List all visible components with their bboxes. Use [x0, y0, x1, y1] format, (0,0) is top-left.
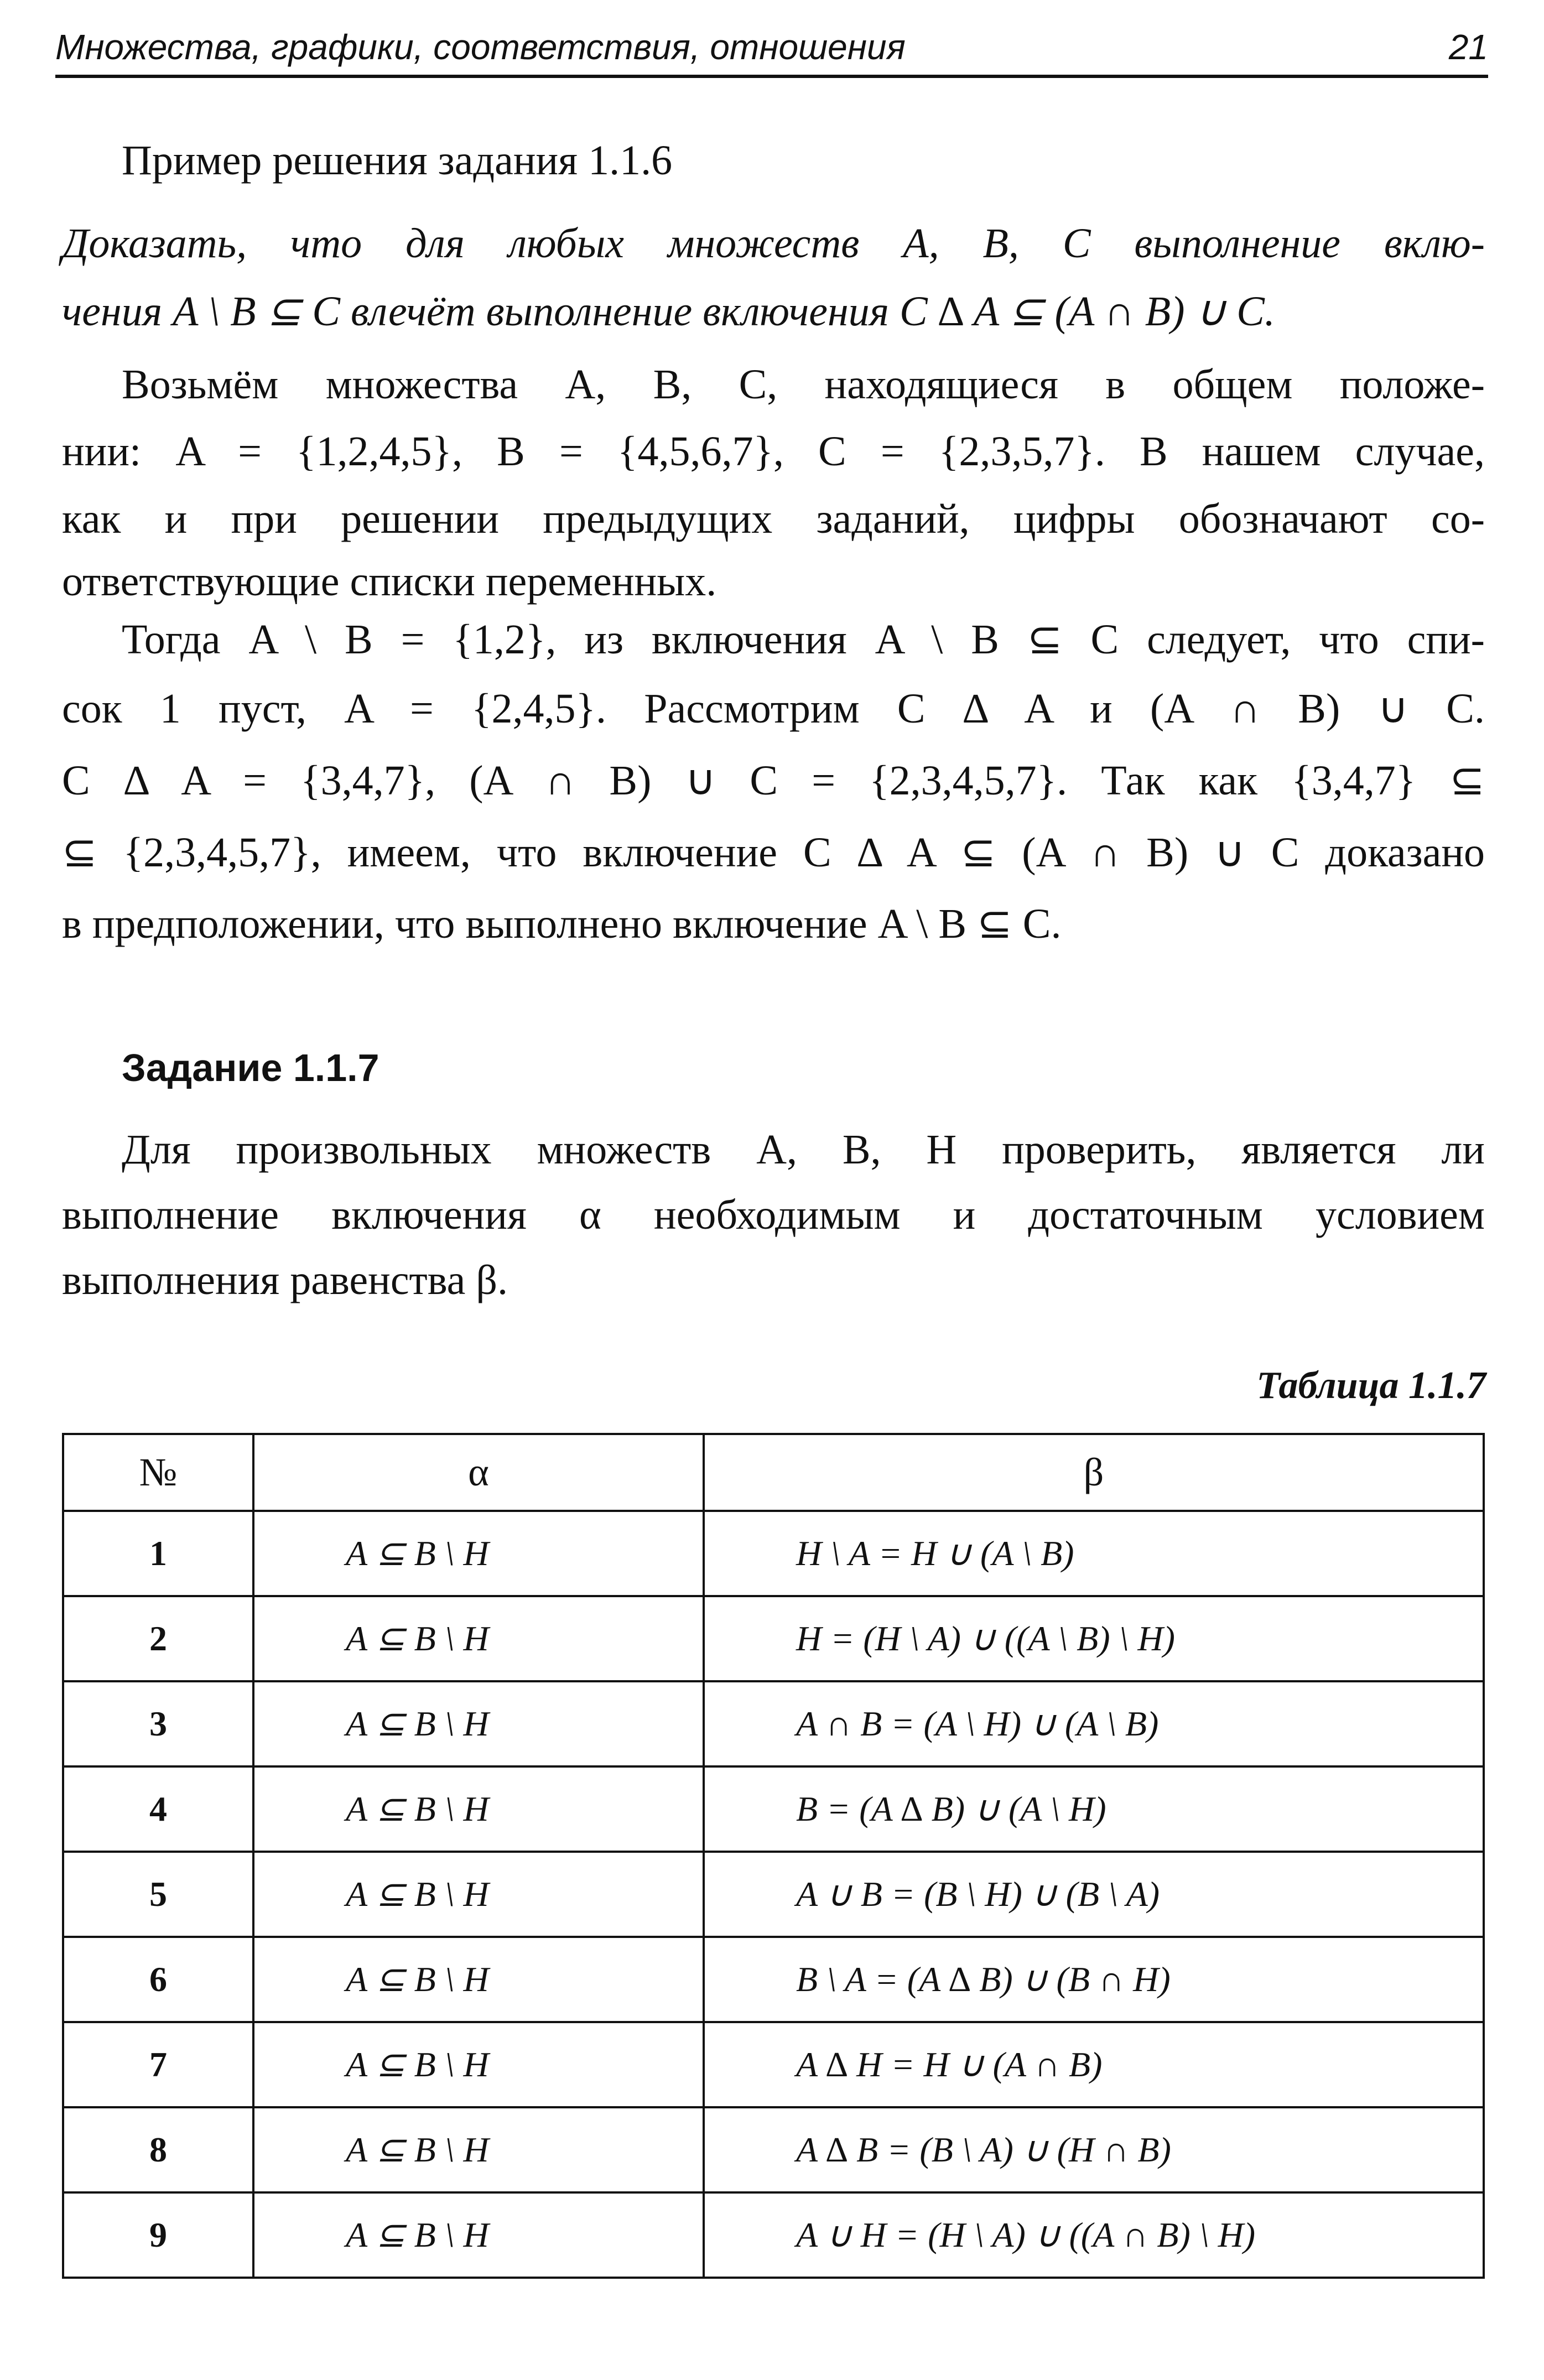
task-title: Задание 1.1.7 [122, 1046, 379, 1089]
alpha-cell: A ⊆ B \ H [253, 2107, 704, 2192]
paragraph1-line-4: ответствующие списки переменных. [62, 558, 717, 605]
table-row [63, 1596, 1484, 1681]
running-title: Множества, графики, соответствия, отношения [55, 27, 906, 67]
row-number: 9 [63, 2192, 253, 2278]
alpha-cell: A ⊆ B \ H [253, 1596, 704, 1681]
paragraph2-line-5: в предположении, что выполнено включение A \ B ⊆ C. [62, 901, 1062, 947]
paragraph2-line-3: C ∆ A = {3,4,7}, (A ∩ B) ∪ C = {2,3,4,5,7}. Так как {3,4,7} ⊆ [62, 757, 1485, 804]
row-number: 6 [63, 1937, 253, 2022]
paragraph1-line-2: нии: A = {1,2,4,5}, B = {4,5,6,7}, C = {2,3,5,7}. В нашем случае, [62, 428, 1485, 475]
beta-cell: B \ A = (A ∆ B) ∪ (B ∩ H) [704, 1937, 1484, 2022]
alpha-cell: A ⊆ B \ H [253, 1852, 704, 1937]
table-row [63, 2192, 1484, 2278]
statement-line-1: Доказать, что для любых множеств A, B, C выполнение вклю- [62, 220, 1485, 267]
beta-cell: A ∪ H = (H \ A) ∪ ((A ∩ B) \ H) [704, 2192, 1484, 2278]
alpha-cell: A ⊆ B \ H [253, 2192, 704, 2278]
beta-cell: A ∪ B = (B \ H) ∪ (B \ A) [704, 1852, 1484, 1937]
table-header-row [63, 1434, 1484, 1511]
alpha-cell: A ⊆ B \ H [253, 1937, 704, 2022]
table-row [63, 2022, 1484, 2107]
table-row [63, 1511, 1484, 1596]
paragraph1-line-1: Возьмём множества A, B, C, находящиеся в общем положе- [122, 361, 1485, 408]
table-row [63, 1766, 1484, 1852]
beta-cell: H \ A = H ∪ (A \ B) [704, 1511, 1484, 1596]
task-line-2: выполнение включения α необходимым и достаточным условием [62, 1192, 1485, 1238]
header-number: № [63, 1434, 253, 1511]
beta-cell: A ∆ H = H ∪ (A ∩ B) [704, 2022, 1484, 2107]
example-heading: Пример решения задания 1.1.6 [122, 137, 673, 184]
statement-line-2: чения A \ B ⊆ C влечёт выполнение включения C ∆ A ⊆ (A ∩ B) ∪ C. [62, 288, 1275, 335]
alpha-cell: A ⊆ B \ H [253, 1766, 704, 1852]
alpha-cell: A ⊆ B \ H [253, 1511, 704, 1596]
row-number: 3 [63, 1681, 253, 1766]
beta-cell: A ∆ B = (B \ A) ∪ (H ∩ B) [704, 2107, 1484, 2192]
beta-cell: A ∩ B = (A \ H) ∪ (A \ B) [704, 1681, 1484, 1766]
paragraph2-line-1: Тогда A \ B = {1,2}, из включения A \ B ⊆ C следует, что спи- [122, 616, 1485, 663]
paragraph1-line-3: как и при решении предыдущих заданий, цифры обозначают со- [62, 496, 1485, 542]
paragraph2-line-2: сок 1 пуст, A = {2,4,5}. Рассмотрим C ∆ A и (A ∩ B) ∪ C. [62, 685, 1485, 732]
task-line-3: выполнения равенства β. [62, 1257, 508, 1303]
row-number: 1 [63, 1511, 253, 1596]
table-caption: Таблица 1.1.7 [1256, 1364, 1486, 1407]
row-number: 5 [63, 1852, 253, 1937]
alpha-cell: A ⊆ B \ H [253, 1681, 704, 1766]
table-row [63, 2107, 1484, 2192]
row-number: 8 [63, 2107, 253, 2192]
paragraph2-line-4: ⊆ {2,3,4,5,7}, имеем, что включение C ∆ A ⊆ (A ∩ B) ∪ C доказано [62, 829, 1485, 876]
table-row [63, 1852, 1484, 1937]
beta-cell: H = (H \ A) ∪ ((A \ B) \ H) [704, 1596, 1484, 1681]
header-alpha: α [253, 1434, 704, 1511]
task-line-1: Для произвольных множеств A, B, H проверить, является ли [122, 1126, 1485, 1173]
beta-cell: B = (A ∆ B) ∪ (A \ H) [704, 1766, 1484, 1852]
row-number: 4 [63, 1766, 253, 1852]
page-number: 21 [1448, 27, 1488, 67]
running-header [55, 22, 1488, 78]
row-number: 2 [63, 1596, 253, 1681]
alpha-cell: A ⊆ B \ H [253, 2022, 704, 2107]
conditions-table [62, 1433, 1485, 2279]
table-row [63, 1681, 1484, 1766]
row-number: 7 [63, 2022, 253, 2107]
table-row [63, 1937, 1484, 2022]
header-beta: β [704, 1434, 1484, 1511]
